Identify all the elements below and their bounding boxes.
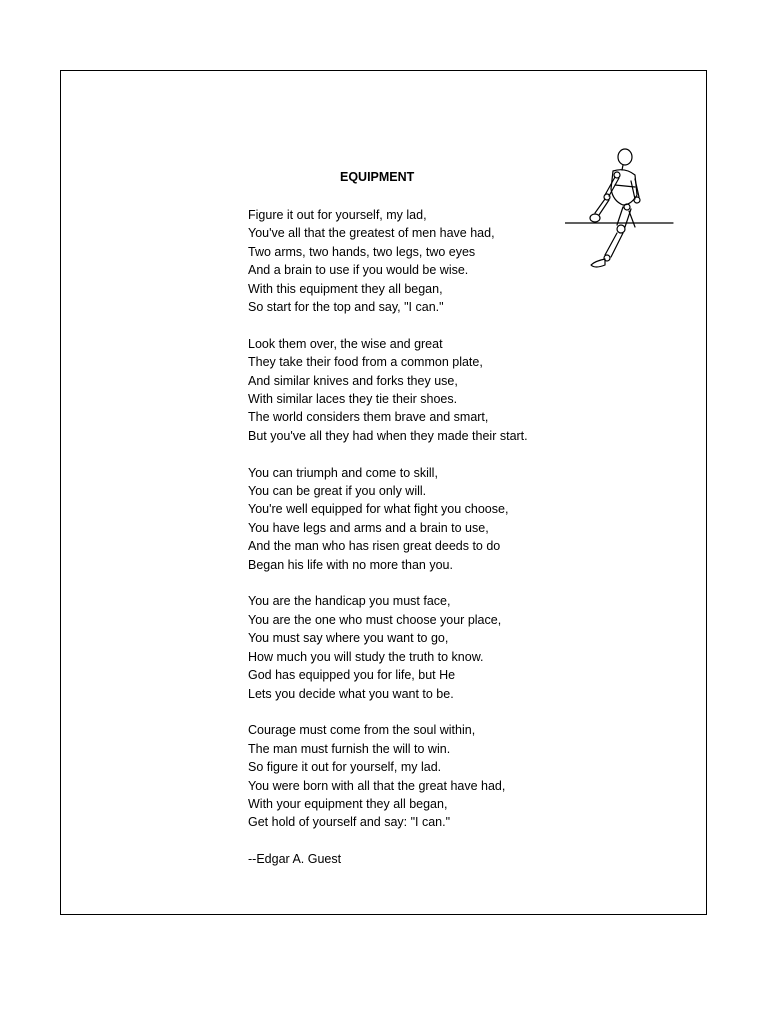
stanza-2	[248, 335, 578, 445]
poem-line: Get hold of yourself and say: "I can."	[248, 815, 451, 830]
stanza-1	[248, 206, 578, 316]
poem-line: You are the one who must choose your place,	[248, 612, 502, 627]
poem-line: You are the handicap you must face,	[248, 594, 451, 609]
poem-line: Look them over, the wise and great	[248, 336, 443, 351]
poem-line: You can triumph and come to skill,	[248, 465, 438, 480]
poem-line: God has equipped you for life, but He	[248, 668, 456, 683]
poem-line: Courage must come from the soul within,	[248, 723, 476, 738]
poem-line: You can be great if you only will.	[248, 484, 427, 499]
stanza-4	[248, 592, 578, 702]
poem-line: How much you will study the truth to know.	[248, 649, 484, 664]
poem-line: With your equipment they all began,	[248, 796, 448, 811]
poem-line: And a brain to use if you would be wise.	[248, 263, 469, 278]
poem-line: Figure it out for yourself, my lad,	[248, 208, 427, 222]
poem-line: So start for the top and say, "I can."	[248, 300, 444, 315]
seated-mannequin-figure-icon	[565, 145, 675, 275]
poem-attribution: --Edgar A. Guest	[248, 852, 342, 867]
poem-line: Lets you decide what you want to be.	[248, 686, 454, 701]
poem-line: And the man who has risen great deeds to do	[248, 539, 501, 554]
stanza-5	[248, 721, 578, 831]
poem-line: You were born with all that the great have had,	[248, 778, 506, 793]
poem-line: You must say where you want to go,	[248, 631, 449, 646]
poem-line: With similar laces they tie their shoes.	[248, 392, 458, 407]
poem-line: So figure it out for yourself, my lad.	[248, 760, 442, 775]
poem-line: The man must furnish the will to win.	[248, 741, 451, 756]
poem-line: Began his life with no more than you.	[248, 557, 453, 572]
poem-line: You've all that the greatest of men have had,	[248, 226, 495, 241]
poem-title: EQUIPMENT	[340, 170, 415, 184]
poem-line: The world considers them brave and smart,	[248, 410, 489, 425]
poem-line: You have legs and arms and a brain to use,	[248, 520, 489, 535]
poem-line: Two arms, two hands, two legs, two eyes	[248, 244, 476, 259]
poem-line: But you've all they had when they made their start.	[248, 428, 528, 443]
stanza-3	[248, 464, 578, 574]
poem-line: And similar knives and forks they use,	[248, 373, 458, 388]
poem-line: They take their food from a common plate,	[248, 355, 483, 370]
poem-line: With this equipment they all began,	[248, 281, 443, 296]
poem-line: You're well equipped for what fight you choose,	[248, 502, 509, 517]
poem-body	[248, 206, 578, 869]
